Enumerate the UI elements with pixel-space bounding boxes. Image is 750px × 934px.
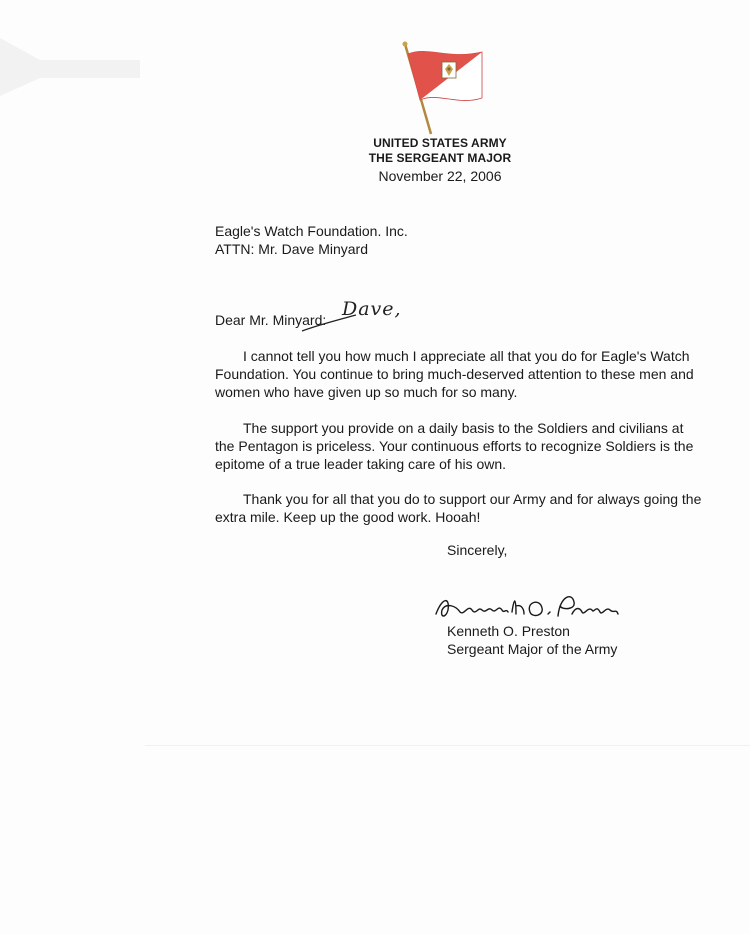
recipient-attention: ATTN: Mr. Dave Minyard — [215, 241, 368, 257]
recipient-organization: Eagle's Watch Foundation. Inc. — [215, 223, 408, 239]
signature-block — [447, 622, 617, 658]
salutation: Dear Mr. Minyard: — [215, 312, 327, 328]
closing: Sincerely, — [447, 542, 508, 558]
paragraph-1: I cannot tell you how much I appreciate all that you do for Eagle's Watch Foundation. You continue to bring much-deserved attention to these men and women who have given up so much for so many. — [215, 348, 694, 400]
paragraph-3: Thank you for all that you do to support our Army and for always going the extra mile. Keep up the good work. Hooah! — [215, 491, 702, 525]
handwritten-salutation: Dave, — [342, 298, 402, 320]
paragraph-2: The support you provide on a daily basis to the Soldiers and civilians at the Pentagon is priceless. Your continuous efforts to recognize Soldiers is the epitome of a true leader taking care of his own. — [215, 420, 694, 472]
letter-date: November 22, 2006 — [378, 168, 502, 184]
signer-name: Kenneth O. Preston — [447, 623, 570, 639]
scan-corner-artifact — [0, 0, 140, 100]
org-office: THE SERGEANT MAJOR — [368, 151, 512, 165]
recipient-address — [215, 222, 408, 258]
letterhead-organization — [300, 136, 580, 166]
org-name: UNITED STATES ARMY — [373, 136, 507, 150]
sergeant-major-flag-icon — [398, 40, 490, 136]
scan-divider — [145, 745, 750, 746]
handwritten-signature — [432, 588, 622, 626]
signer-title: Sergeant Major of the Army — [447, 641, 618, 657]
